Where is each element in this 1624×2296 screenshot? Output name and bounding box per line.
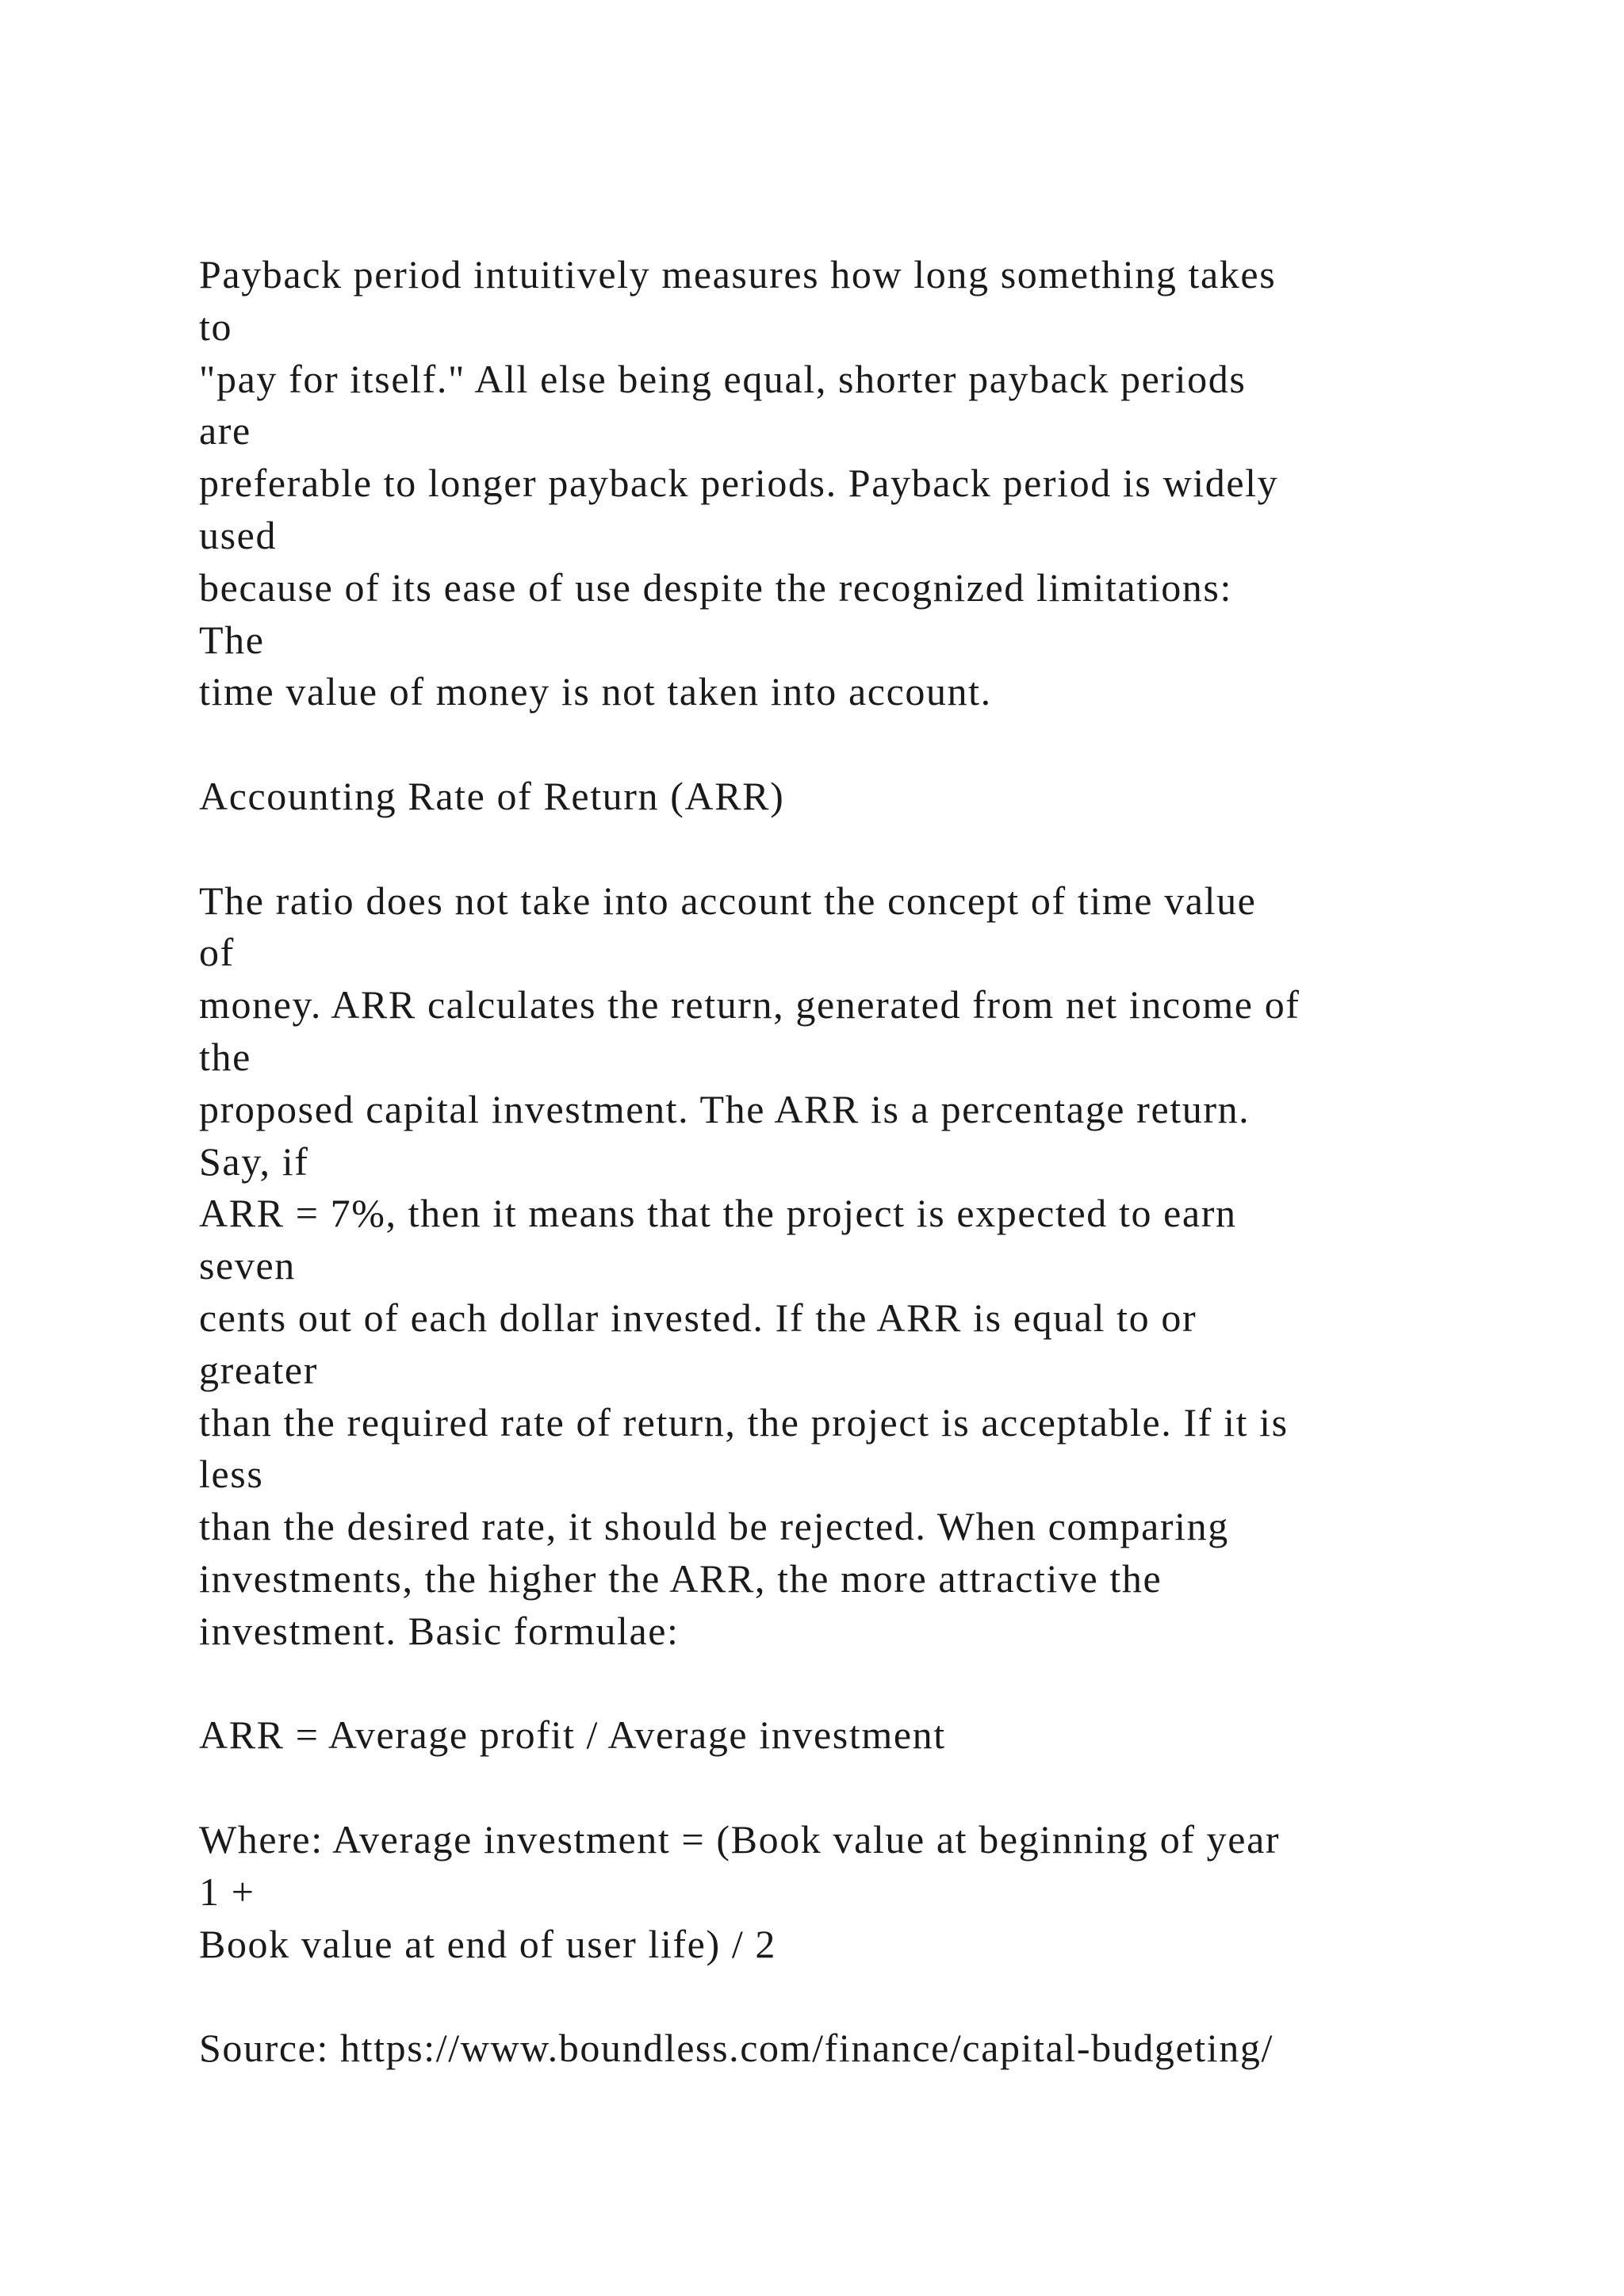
paragraph-average-investment bbox=[199, 1814, 1547, 1970]
text-line: to bbox=[199, 304, 233, 349]
document-page bbox=[199, 249, 1547, 2075]
text-line: investment. Basic formulae: bbox=[199, 1608, 680, 1653]
text-line: because of its ease of use despite the recognized limitations: bbox=[199, 564, 1232, 610]
text-line: 1 + bbox=[199, 1869, 255, 1914]
paragraph-gap bbox=[199, 1970, 1547, 2022]
text-line: The ratio does not take into account the concept of time value bbox=[199, 878, 1257, 923]
text-line: greater bbox=[199, 1347, 318, 1392]
text-line: Book value at end of user life) / 2 bbox=[199, 1921, 777, 1966]
text-line: "pay for itself." All else being equal, shorter payback periods bbox=[199, 356, 1247, 401]
text-line: the bbox=[199, 1034, 251, 1079]
text-line: Say, if bbox=[199, 1138, 309, 1184]
paragraph-gap bbox=[199, 718, 1547, 771]
text-line: cents out of each dollar invested. If the ARR is equal to or bbox=[199, 1295, 1197, 1340]
paragraph-gap bbox=[199, 1762, 1547, 1814]
text-line: than the required rate of return, the project is acceptable. If it is bbox=[199, 1399, 1289, 1445]
text-line: are bbox=[199, 408, 251, 453]
section-heading-arr: Accounting Rate of Return (ARR) bbox=[199, 773, 785, 818]
source-citation: Source: https://www.boundless.com/finance/capital-budgeting/ bbox=[199, 2026, 1274, 2071]
text-line: than the desired rate, it should be rejected. When comparing bbox=[199, 1504, 1229, 1549]
text-line: The bbox=[199, 617, 265, 662]
text-line: Where: Average investment = (Book value at beginning of year bbox=[199, 1816, 1281, 1862]
text-line: Payback period intuitively measures how long something takes bbox=[199, 252, 1277, 297]
arr-formula: ARR = Average profit / Average investment bbox=[199, 1712, 946, 1758]
paragraph-arr-description bbox=[199, 875, 1547, 1658]
text-line: preferable to longer payback periods. Payback period is widely bbox=[199, 461, 1279, 506]
text-line: used bbox=[199, 512, 278, 557]
text-line: proposed capital investment. The ARR is a percentage return. bbox=[199, 1086, 1251, 1131]
text-line: time value of money is not taken into account. bbox=[199, 669, 992, 714]
text-line: money. ARR calculates the return, generated from net income of bbox=[199, 982, 1300, 1027]
text-line: ARR = 7%, then it means that the project is expected to earn bbox=[199, 1191, 1237, 1236]
paragraph-gap bbox=[199, 823, 1547, 875]
text-line: investments, the higher the ARR, the more attractive the bbox=[199, 1556, 1162, 1601]
text-line: seven bbox=[199, 1243, 296, 1288]
paragraph-gap bbox=[199, 1658, 1547, 1710]
text-line: less bbox=[199, 1452, 264, 1497]
paragraph-payback-period bbox=[199, 249, 1547, 718]
text-line: of bbox=[199, 930, 235, 975]
